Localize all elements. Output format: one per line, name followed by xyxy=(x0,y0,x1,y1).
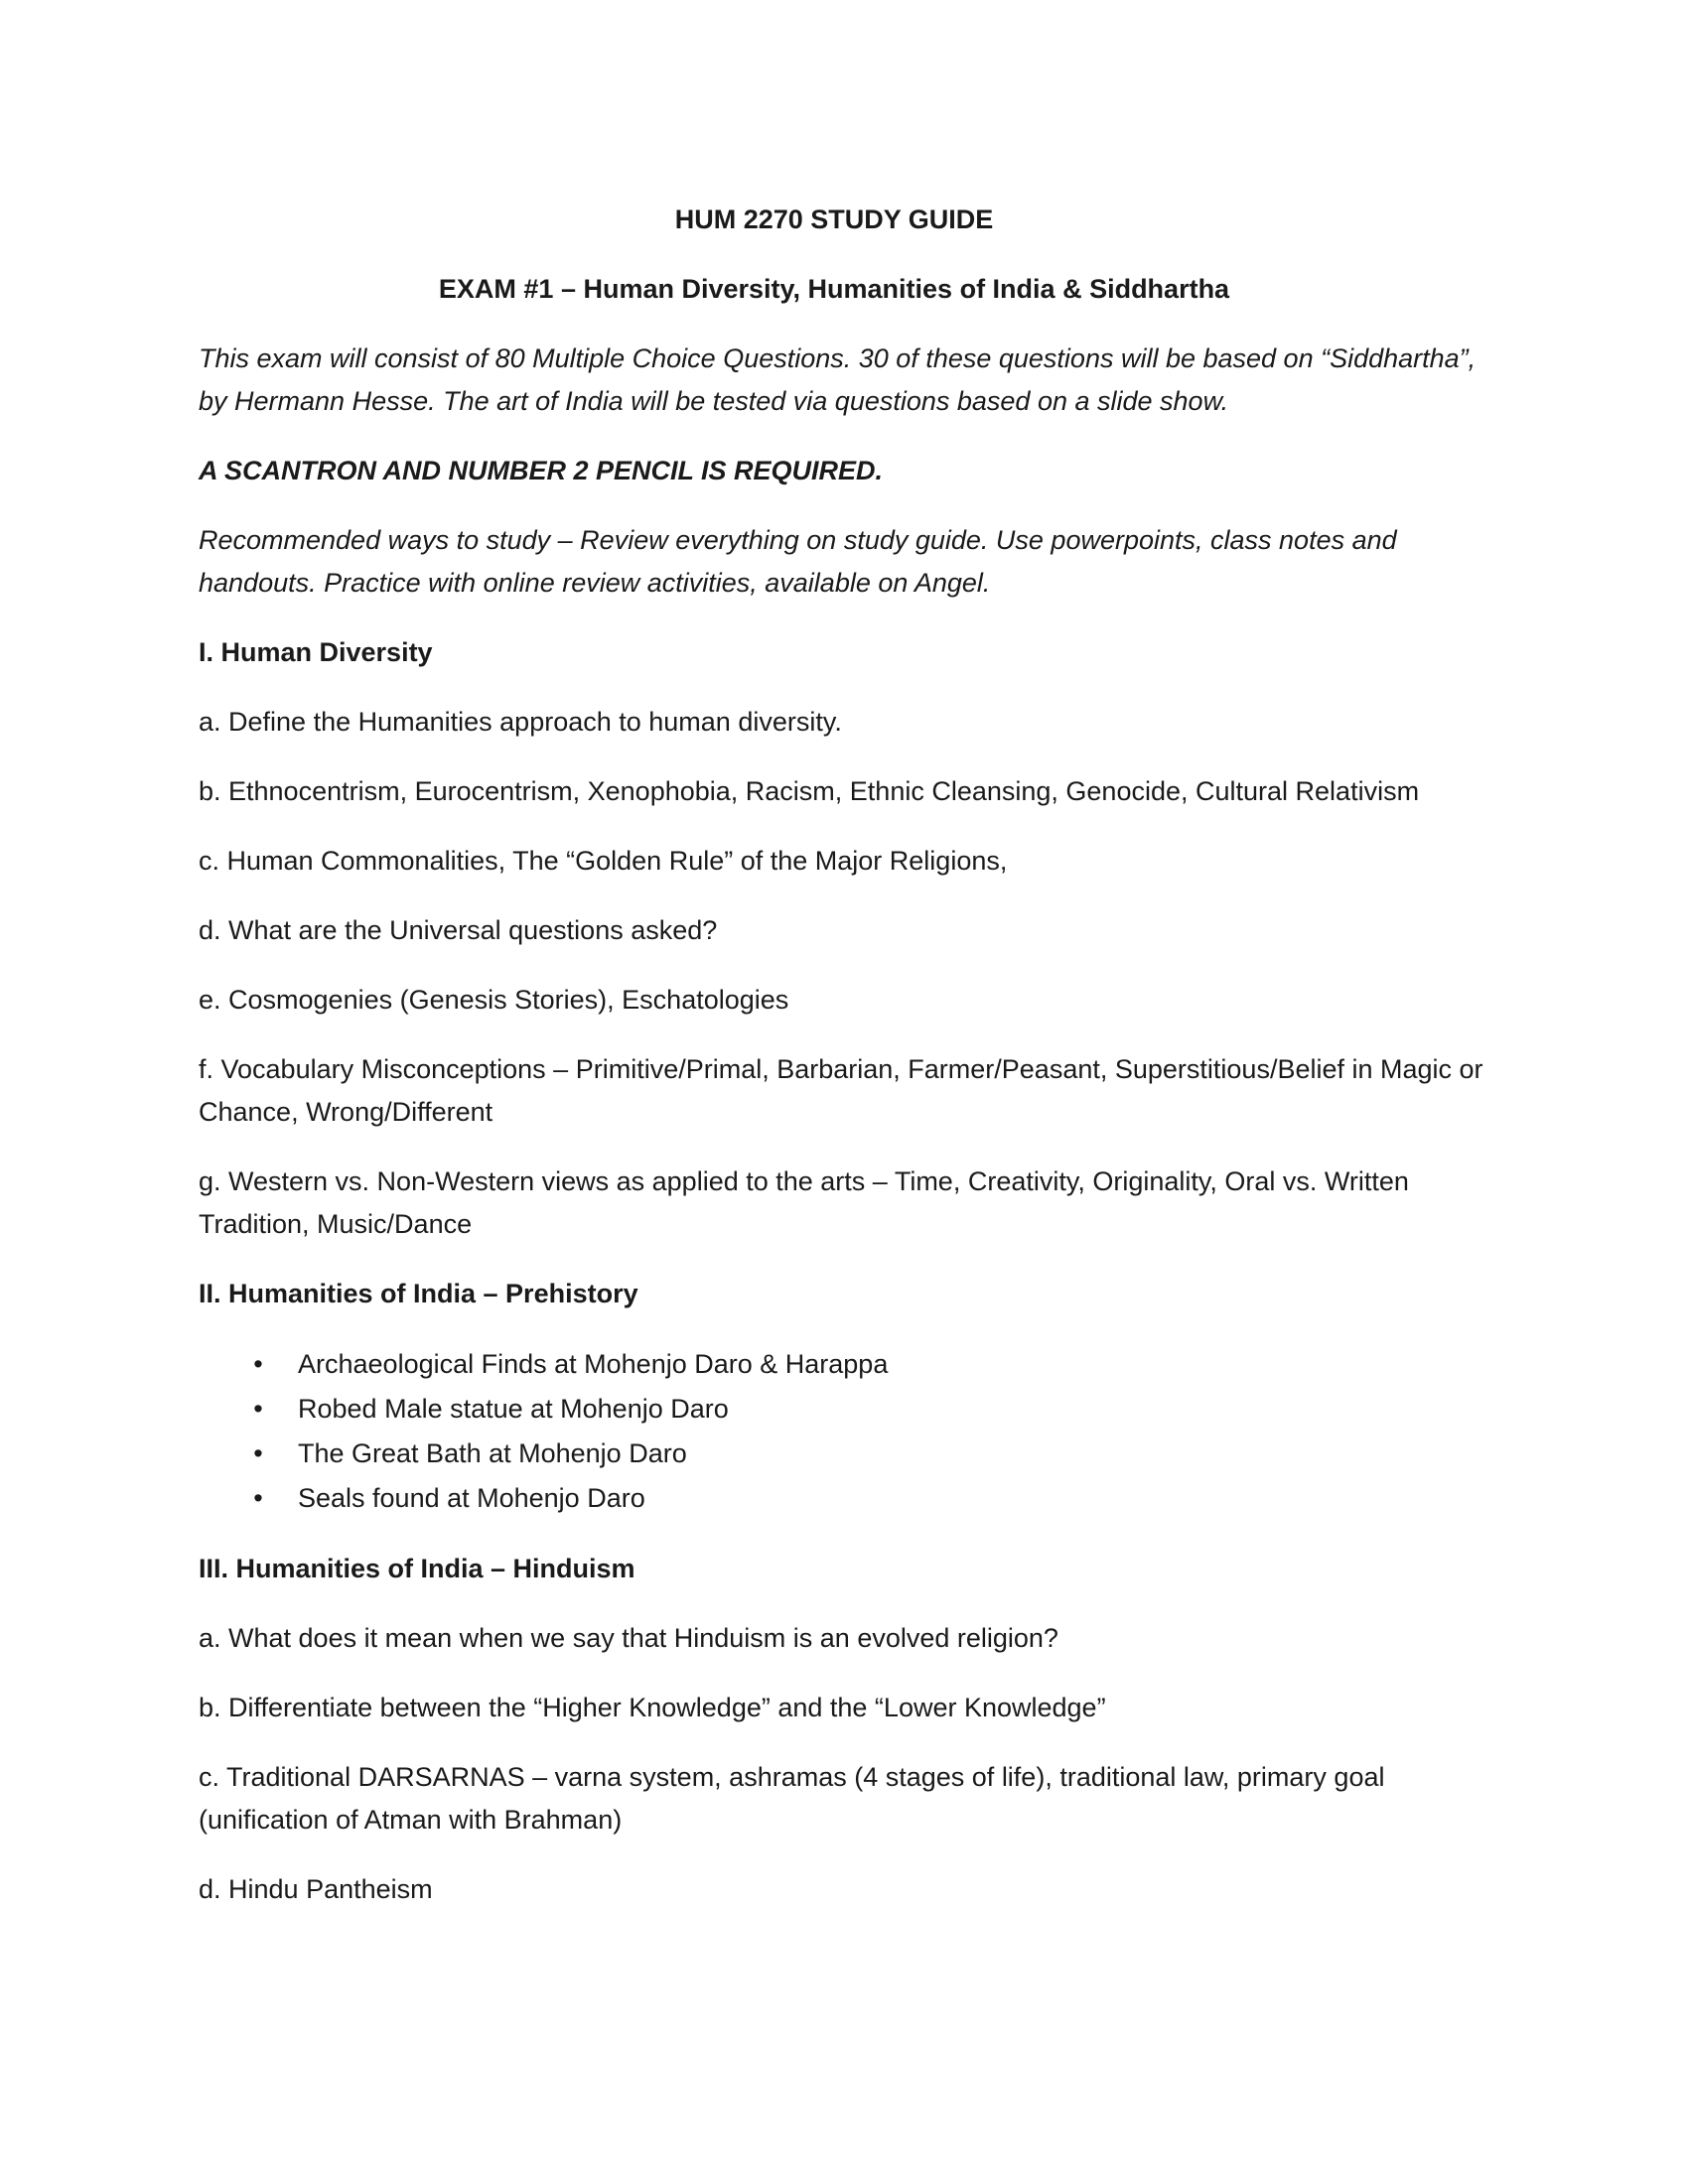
study-item: g. Western vs. Non-Western views as applied to the arts – Time, Creativity, Originality, Oral vs. Written Tradition, Music/Dance xyxy=(199,1166,1409,1239)
bullet-icon: • xyxy=(253,1483,263,1513)
list-item xyxy=(199,1432,1489,1476)
bullet-icon: • xyxy=(253,1394,263,1424)
bullet-text: Robed Male statue at Mohenjo Daro xyxy=(298,1394,729,1424)
section-heading-human-diversity: I. Human Diversity xyxy=(199,637,433,667)
study-item: b. Ethnocentrism, Eurocentrism, Xenophobia, Racism, Ethnic Cleansing, Genocide, Cultural Relativism xyxy=(199,776,1420,806)
list-item xyxy=(199,1342,1489,1387)
bullet-text: The Great Bath at Mohenjo Daro xyxy=(298,1438,687,1468)
study-item: f. Vocabulary Misconceptions – Primitive/Primal, Barbarian, Farmer/Peasant, Superstitious/Belief in Magic or Chance, Wrong/Different xyxy=(199,1054,1483,1127)
scantron-requirement: A SCANTRON AND NUMBER 2 PENCIL IS REQUIRED. xyxy=(199,456,884,485)
study-item: b. Differentiate between the “Higher Knowledge” and the “Lower Knowledge” xyxy=(199,1693,1106,1722)
study-item: e. Cosmogenies (Genesis Stories), Eschatologies xyxy=(199,985,789,1015)
study-item: d. What are the Universal questions asked? xyxy=(199,915,718,945)
exam-intro: This exam will consist of 80 Multiple Choice Questions. 30 of these questions will be based on “Siddhartha”, by Hermann Hesse. The art of India will be tested via questions based on a slide show. xyxy=(199,343,1477,416)
exam-subtitle: EXAM #1 – Human Diversity, Humanities of India & Siddhartha xyxy=(438,274,1230,304)
bullet-icon: • xyxy=(253,1349,263,1379)
bullet-text: Archaeological Finds at Mohenjo Daro & Harappa xyxy=(298,1349,889,1379)
study-guide-page xyxy=(199,199,1489,1938)
study-recommendations: Recommended ways to study – Review everything on study guide. Use powerpoints, class notes and handouts. Practice with online review activities, available on Angel. xyxy=(199,525,1397,598)
list-item xyxy=(199,1476,1489,1521)
document-title: HUM 2270 STUDY GUIDE xyxy=(674,205,994,234)
study-item: d. Hindu Pantheism xyxy=(199,1874,433,1904)
prehistory-bullet-list xyxy=(199,1342,1489,1521)
study-item: c. Human Commonalities, The “Golden Rule” of the Major Religions, xyxy=(199,846,1008,876)
bullet-icon: • xyxy=(253,1438,263,1468)
list-item xyxy=(199,1387,1489,1432)
section-heading-hinduism: III. Humanities of India – Hinduism xyxy=(199,1554,635,1583)
section-heading-prehistory: II. Humanities of India – Prehistory xyxy=(199,1279,638,1308)
study-item: c. Traditional DARSARNAS – varna system, ashramas (4 stages of life), traditional law, primary goal (unification of Atman with Brahman) xyxy=(199,1762,1385,1835)
bullet-text: Seals found at Mohenjo Daro xyxy=(298,1483,645,1513)
study-item: a. What does it mean when we say that Hinduism is an evolved religion? xyxy=(199,1623,1058,1653)
study-item: a. Define the Humanities approach to human diversity. xyxy=(199,707,842,737)
